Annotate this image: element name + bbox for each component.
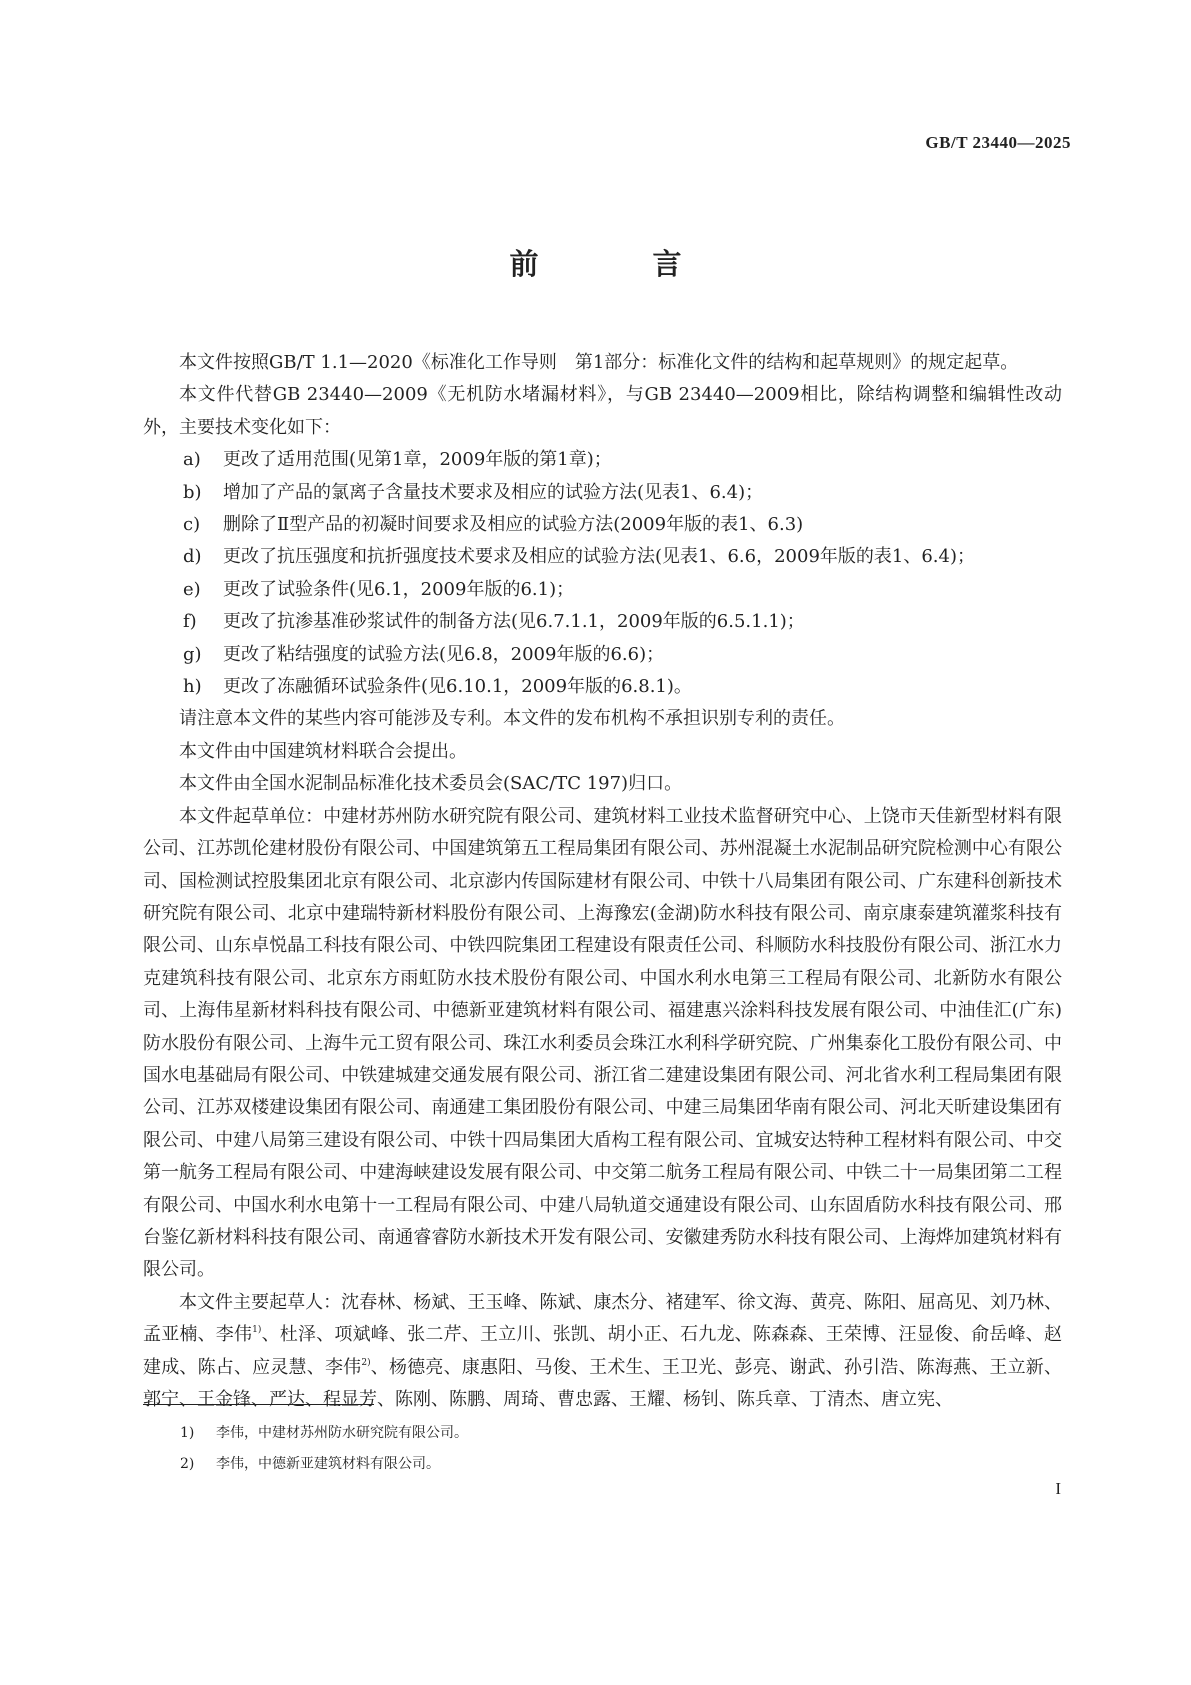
- list-item-text: 更改了试验条件(见6.1，2009年版的6.1)；: [223, 578, 575, 600]
- footnote-item: [180, 1418, 1060, 1449]
- footnotes: [180, 1418, 1060, 1480]
- paragraph-proposer: 本文件由中国建筑材料联合会提出。: [179, 740, 467, 762]
- list-marker: c): [183, 514, 201, 536]
- page-title: 前 言: [509, 247, 734, 281]
- list-marker: f): [183, 611, 197, 633]
- list-item-text: 更改了粘结强度的试验方法(见6.8，2009年版的6.6)；: [223, 643, 665, 665]
- footnote-divider: [143, 1404, 374, 1405]
- page-number: I: [1055, 1479, 1061, 1498]
- changes-list: [143, 444, 1062, 703]
- document-body: [143, 347, 1062, 1416]
- list-item-text: 增加了产品的氯离子含量技术要求及相应的试验方法(见表1、6.4)；: [223, 481, 764, 503]
- paragraph-drafting-units: 本文件起草单位：中建材苏州防水研究院有限公司、建筑材料工业技术监督研究中心、上饶市天佳新型材料有限公司、江苏凯伦建材股份有限公司、中国建筑第五工程局集团有限公司、苏州混凝土水泥制品研究院检测中心有限公司、国检测试控股集团北京有限公司、北京澎内传国际建材有限公司、中铁十八局集团有限公司、广东建科创新技术研究院有限公司、北京中建瑞特新材料股份有限公司、上海豫宏(金湖)防水科技有限公司、南京康泰建筑灌浆科技有限公司、山东卓悦晶工科技有限公司、中铁四院集团工程建设有限责任公司、科顺防水科技股份有限公司、浙江水力克建筑科技有限公司、北京东方雨虹防水技术股份有限公司、中国水利水电第三工程局有限公司、北新防水有限公司、上海伟星新材料科技有限公司、中德新亚建筑材料有限公司、福建惠兴涂料科技发展有限公司、中油佳汇(广东)防水股份有限公司、上海牛元工贸有限公司、珠江水利委员会珠江水利科学研究院、广州集泰化工股份有限公司、中国水电基础局有限公司、中铁建城建交通发展有限公司、浙江省二建建设集团有限公司、河北省水利工程局集团有限公司、江苏双楼建设集团有限公司、南通建工集团股份有限公司、中建三局集团华南有限公司、河北天昕建设集团有限公司、中建八局第三建设有限公司、中铁十四局集团大盾构工程有限公司、宜城安达特种工程材料有限公司、中交第一航务工程局有限公司、中建海峡建设发展有限公司、中交第二航务工程局有限公司、中铁二十一局集团第二工程有限公司、中国水利水电第十一工程局有限公司、中建八局轨道交通建设有限公司、山东固盾防水科技有限公司、邢台鉴亿新材料科技有限公司、南通睿睿防水新技术开发有限公司、安徽建秀防水科技有限公司、上海烨加建筑材料有限公司。: [143, 805, 1062, 1281]
- drafters-text-part-1: 本文件主要起草人：沈春林、杨斌、王玉峰、陈斌、康杰分、褚建军、徐文海、黄亮、陈阳、屈高见、刘乃林、孟亚楠、李伟: [143, 1291, 1062, 1346]
- list-item: [143, 606, 1062, 638]
- list-item-text: 更改了抗压强度和抗折强度技术要求及相应的试验方法(见表1、6.6，2009年版的表1、6.4)；: [223, 546, 976, 568]
- paragraph-committee: 本文件由全国水泥制品标准化技术委员会(SAC/TC 197)归口。: [179, 773, 683, 795]
- footnote-marker: 2): [180, 1456, 195, 1472]
- list-marker: g): [183, 643, 202, 665]
- list-item: [143, 574, 1062, 606]
- paragraph-drafting-rules: 本文件按照GB/T 1.1—2020《标准化工作导则 第1部分：标准化文件的结构和起草规则》的规定起草。: [179, 352, 1019, 373]
- list-item: [143, 541, 1062, 573]
- list-marker: d): [183, 546, 202, 568]
- list-item: [143, 509, 1062, 541]
- list-item-text: 更改了适用范围(见第1章，2009年版的第1章)；: [223, 449, 612, 471]
- footnote-ref-1: 1): [252, 1325, 262, 1336]
- drafters-text-part-2: 、杜泽、项斌峰、张二芹、王立川、张凯、胡小正、石九龙、陈森森、王荣博、汪显俊、俞岳峰、赵建成、陈占、应灵慧、李伟: [143, 1324, 1062, 1378]
- footnote-item: [180, 1449, 1060, 1480]
- list-item-text: 删除了Ⅱ型产品的初凝时间要求及相应的试验方法(2009年版的表1、6.3): [223, 514, 804, 536]
- paragraph-replacement: 本文件代替GB 23440—2009《无机防水堵漏材料》，与GB 23440—2009相比，除结构调整和编辑性改动外，主要技术变化如下：: [143, 384, 1062, 438]
- list-marker: e): [183, 578, 201, 600]
- paragraph-patent-notice: 请注意本文件的某些内容可能涉及专利。本文件的发布机构不承担识别专利的责任。: [179, 708, 845, 730]
- list-item: [143, 671, 1062, 703]
- list-item-text: 更改了抗渗基准砂浆试件的制备方法(见6.7.1.1，2009年版的6.5.1.1)；: [223, 611, 805, 633]
- list-marker: h): [183, 676, 202, 698]
- list-item: [143, 639, 1062, 671]
- list-item: [143, 444, 1062, 476]
- standard-code: GB/T 23440—2025: [925, 133, 1071, 152]
- list-item: [143, 477, 1062, 509]
- footnote-marker: 1): [180, 1425, 195, 1441]
- drafters-text-part-3: 、杨德亮、康惠阳、马俊、王术生、王卫光、彭亮、谢武、孙引浩、陈海燕、王立新、郭宁、王金锋、严达、程显芳、陈刚、陈鹏、周琦、曹忠露、王耀、杨钊、陈兵章、丁清杰、唐立宪、: [143, 1356, 1062, 1410]
- list-marker: a): [183, 449, 201, 471]
- list-item-text: 更改了冻融循环试验条件(见6.10.1，2009年版的6.8.1)。: [223, 676, 692, 698]
- footnote-text: 李伟，中建材苏州防水研究院有限公司。: [216, 1425, 468, 1441]
- footnote-ref-2: 2): [361, 1357, 371, 1368]
- paragraph-main-drafters: [143, 1287, 1062, 1417]
- list-marker: b): [183, 481, 202, 503]
- footnote-text: 李伟，中德新亚建筑材料有限公司。: [216, 1456, 440, 1472]
